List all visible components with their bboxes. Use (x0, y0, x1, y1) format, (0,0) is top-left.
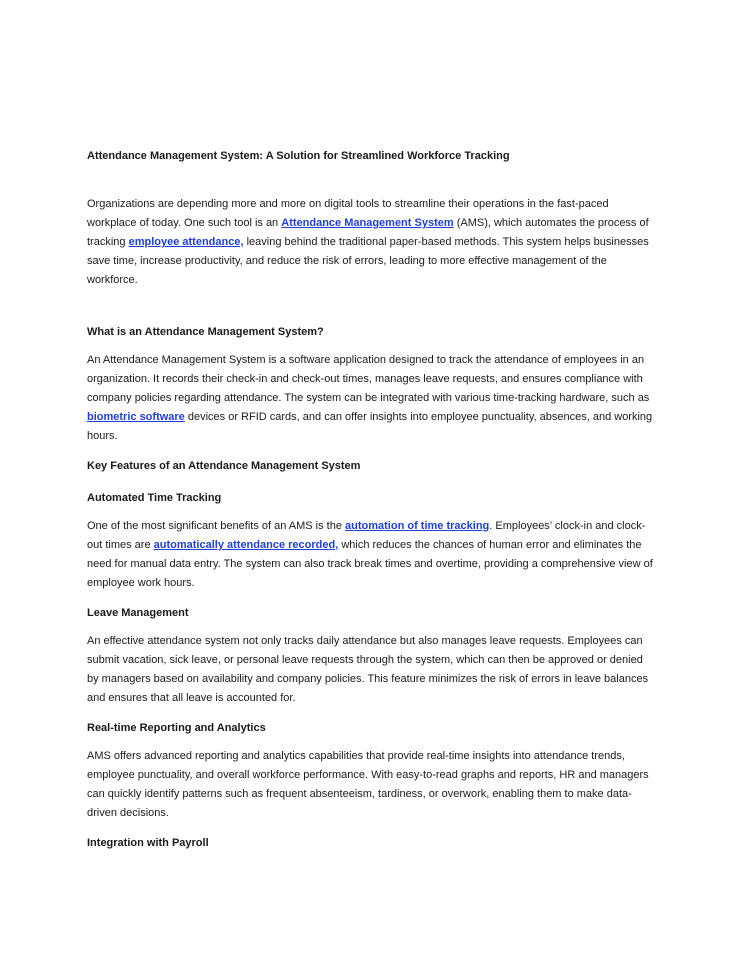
automated-text-2: . Employees’ clock-in and clock-out times are (87, 520, 646, 551)
automated-text-1: One of the most significant benefits of an AMS is the (87, 520, 346, 532)
document-body (87, 148, 657, 851)
intro-paragraph (87, 195, 657, 290)
what-text-1: An Attendance Management System is a software application designed to track the attendance of employees in an organization. It records their check-in and check-out times, manages leave requests, and ensures compliance with company policies regarding attendance. The system can be integrated with various time-tracking hardware, such as (87, 354, 650, 404)
intro-text-3: leaving behind the traditional paper-based methods. This system helps businesses save time, increase productivity, and reduce the risk of errors, leading to more effective management of the workforce. (87, 236, 649, 286)
document-title: Attendance Management System: A Solution for Streamlined Workforce Tracking (87, 150, 510, 162)
automation-of-time-tracking-link[interactable]: automation of time tracking (345, 520, 490, 532)
what-is-paragraph (87, 351, 657, 446)
intro-text-1: Organizations are depending more and more on digital tools to streamline their operations in the fast-paced workplace of today. One such tool is an (87, 198, 609, 229)
biometric-software-link[interactable]: biometric software (87, 411, 185, 423)
reporting-analytics-paragraph: AMS offers advanced reporting and analytics capabilities that provide real-time insights into attendance trends, employee punctuality, and overall workforce performance. With easy-to-read graphs and reports, HR and managers can quickly identify patterns such as frequent absenteeism, tardiness, or overwork, enabling them to make data-driven decisions. (87, 750, 649, 819)
leave-management-paragraph: An effective attendance system not only tracks daily attendance but also manages leave requests. Employees can submit vacation, sick leave, or personal leave requests through the system, which can then be approved or denied by managers based on availability and company policies. This feature minimizes the risk of errors in leave balances and ensures that all leave is accounted for. (87, 635, 649, 704)
payroll-integration-heading: Integration with Payroll (87, 837, 209, 849)
reporting-analytics-heading: Real-time Reporting and Analytics (87, 722, 266, 734)
automated-paragraph (87, 517, 657, 593)
automated-time-tracking-heading: Automated Time Tracking (87, 492, 222, 504)
automated-text-3: which reduces the chances of human error and eliminates the need for manual data entry. The system can also track break times and overtime, providing a comprehensive view of employee work hours. (87, 539, 653, 589)
what-text-2: devices or RFID cards, and can offer insights into employee punctuality, absences, and working hours. (87, 411, 653, 442)
automatically-attendance-recorded-link[interactable]: automatically attendance recorded, (153, 539, 339, 551)
key-features-heading: Key Features of an Attendance Management System (87, 460, 361, 472)
intro-text-2: (AMS), which automates the process of tracking (87, 217, 649, 248)
employee-attendance-link[interactable]: employee attendance, (128, 236, 244, 248)
what-is-heading: What is an Attendance Management System? (87, 326, 324, 338)
leave-management-heading: Leave Management (87, 607, 189, 619)
ams-link[interactable]: Attendance Management System (281, 217, 454, 229)
